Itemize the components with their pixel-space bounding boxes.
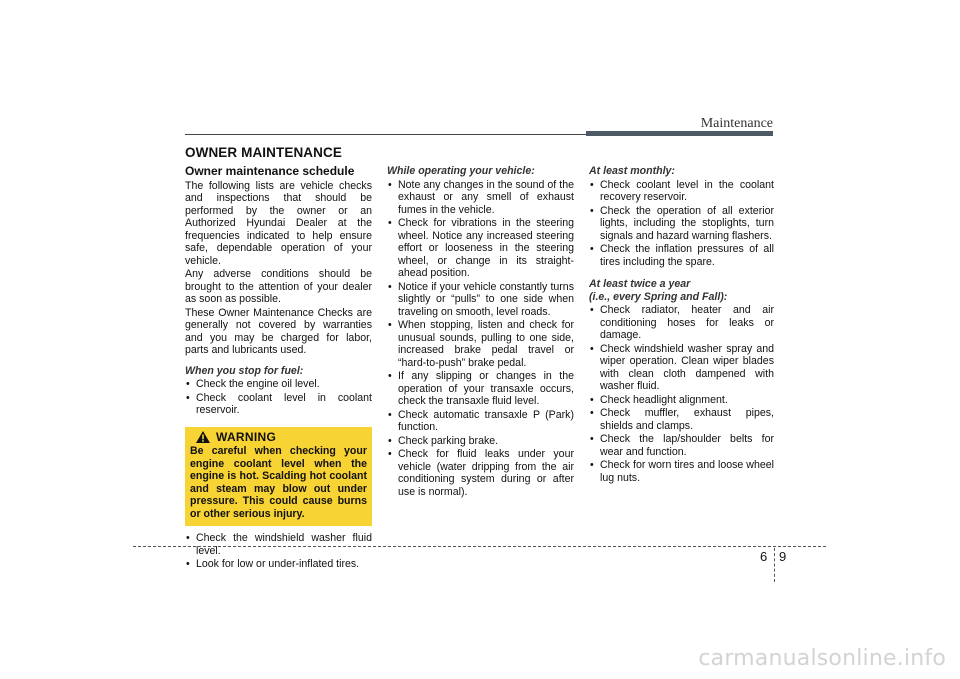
list-item: • Check windshield washer spray and wiper operation. Clean wiper blades with clean cloth dampened with washer fluid. [589,343,774,393]
list-item: • Check for fluid leaks under your vehicle (water dripping from the air conditioning system during or after use is normal). [387,448,574,498]
list-item: • Check headlight alignment. [589,394,774,407]
fuel-list [185,378,372,417]
warning-text: Be careful when checking your engine coolant level when the engine is hot. Scalding hot coolant and steam may blow out under pressure. This could cause burns or other serious injury. [190,445,367,520]
list-item: • Check for vibrations in the steering wheel. Notice any increased steering effort or looseness in the steering wheel, or change in its straight-ahead position. [387,217,574,280]
section-title: OWNER MAINTENANCE [185,145,342,160]
watermark: carmanualsonline.info [698,646,946,671]
list-item: • Notice if your vehicle constantly turns slightly or “pulls” to one side when traveling on smooth, level roads. [387,281,574,319]
warning-icon [196,431,210,443]
page-number: 9 [779,549,787,564]
list-item: • Check the inflation pressures of all tires including the spare. [589,243,774,268]
list-item: • When stopping, listen and check for unusual sounds, pulling to one side, increased brake pedal travel or “hard-to-push” brake pedal. [387,319,574,369]
header-title: Maintenance [700,116,773,131]
list-item: • Check radiator, heater and air conditioning hoses for leaks or damage. [589,304,774,342]
list-item: • If any slipping or changes in the operation of your transaxle occurs, check the transaxle fluid level. [387,370,574,408]
list-item: • Check the operation of all exterior lights, including the stoplights, turn signals and hazard warning flashers. [589,205,774,243]
page-divider [774,548,775,582]
column-2 [387,165,574,499]
operating-heading: While operating your vehicle: [387,165,535,177]
subtitle: Owner maintenance schedule [185,164,355,178]
list-item: • Check the windshield washer fluid level. [185,532,372,557]
list-item: • Check muffler, exhaust pipes, shields and clamps. [589,407,774,432]
twice-year-heading-line2: (i.e., every Spring and Fall): [589,290,728,303]
list-item: • Check for worn tires and loose wheel lug nuts. [589,459,774,484]
twice-year-list [589,304,774,484]
list-item: • Check parking brake. [387,435,574,448]
list-item: • Note any changes in the sound of the exhaust or any smell of exhaust fumes in the vehicle. [387,179,574,217]
list-item: • Check automatic transaxle P (Park) function. [387,409,574,434]
twice-year-heading-line1: At least twice a year [589,278,691,290]
list-item: • Check the engine oil level. [185,378,372,391]
list-item: • Check the lap/shoulder belts for wear and function. [589,433,774,458]
chapter-number: 6 [760,549,768,564]
intro-paragraph: Any adverse conditions should be brought to the attention of your dealer as soon as possible. [185,268,372,305]
list-item: • Check coolant level in coolant reservoir. [185,392,372,417]
intro-paragraph: The following lists are vehicle checks and inspections that should be performed by the owner or an Authorized Hyundai Dealer at the frequencies indicated to help ensure safe, dependable operation of your vehicle. [185,179,372,267]
operating-list [387,179,574,499]
list-item: • Look for low or under-inflated tires. [185,558,372,571]
fuel-list-continued [185,532,372,571]
monthly-list [589,179,774,269]
intro-paragraph: These Owner Maintenance Checks are generally not covered by warranties and you may be charged for labor, parts and lubricants used. [185,306,372,356]
twice-year-heading [589,278,774,303]
column-1 [185,165,372,572]
warning-title: WARNING [216,429,277,444]
list-item: • Check coolant level in the coolant recovery reservoir. [589,179,774,204]
footer-rule [133,546,826,547]
header-rule-accent [586,131,773,136]
monthly-heading: At least monthly: [589,165,675,177]
warning-box [185,427,372,527]
column-3 [589,165,774,485]
fuel-heading: When you stop for fuel: [185,364,304,377]
